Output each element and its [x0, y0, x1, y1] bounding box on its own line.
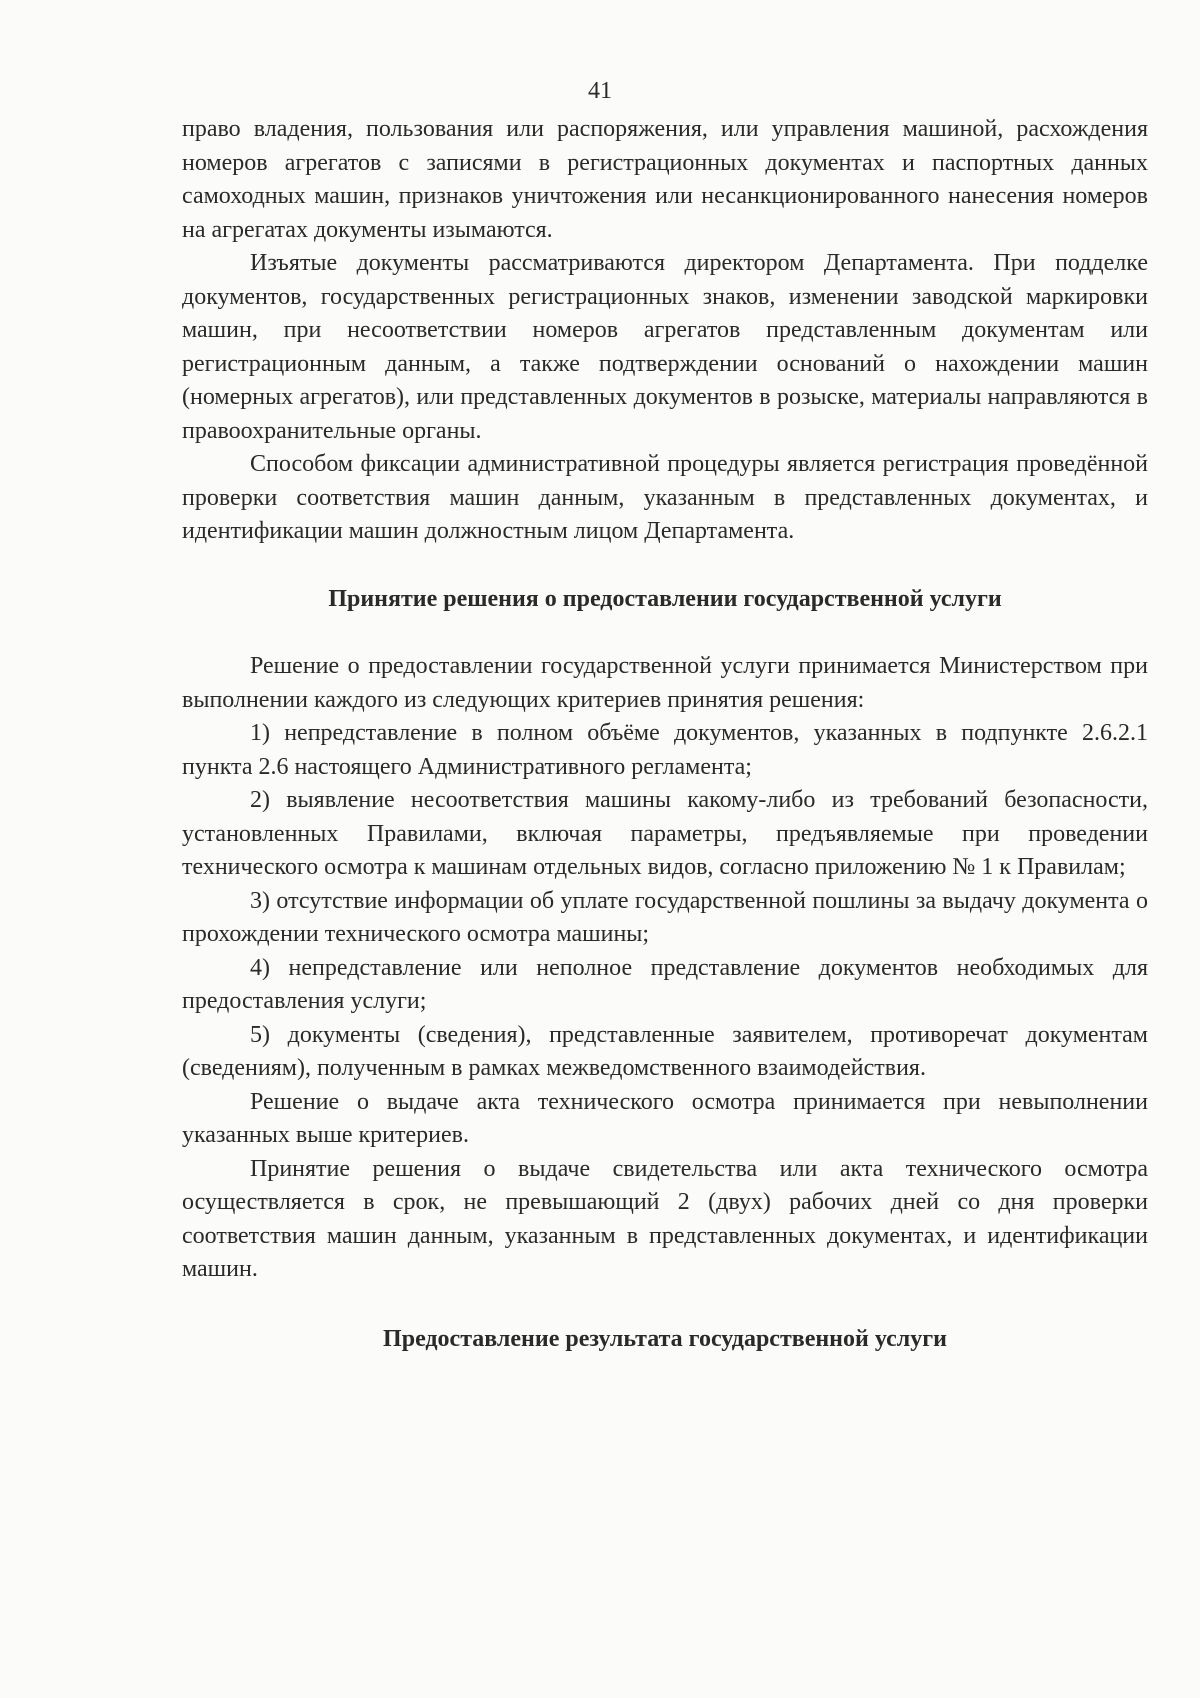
page-number: 41 [588, 78, 612, 104]
paragraph: Способом фиксации административной процедуры является регистрация проведённой проверки соответствия машин данным, указанным в представленных документах, и идентификации машин должностным лицом Департамента. [182, 451, 1148, 544]
page-content [182, 113, 1148, 1356]
paragraph: право владения, пользования или распоряжения, или управления машиной, расхождения номеров агрегатов с записями в регистрационных документах и паспортных данных самоходных машин, признаков уничтожения или несанкционированного нанесения номеров на агрегатах документы изымаются. [182, 116, 1148, 243]
list-item: 4) непредставление или неполное представление документов необходимых для предоставления услуги; [182, 954, 1148, 1014]
section-heading: Предоставление результата государственной услуги [383, 1325, 947, 1352]
paragraph: Изъятые документы рассматриваются директором Департамента. При подделке документов, государственных регистрационных знаков, изменении заводской маркировки машин, при несоответствии номеров агрегатов представленным документам или регистрационным данным, а также подтверждении оснований о нахождении машин (номерных агрегатов), или представленных документов в розыске, материалы направляются в правоохранительные органы. [182, 250, 1148, 444]
list-item: 5) документы (сведения), представленные заявителем, противоречат документам (сведениям), полученным в рамках межведомственного взаимодействия. [182, 1021, 1148, 1081]
paragraph: Решение о предоставлении государственной услуги принимается Министерством при выполнении каждого из следующих критериев принятия решения: [182, 653, 1148, 713]
paragraph: Решение о выдаче акта технического осмотра принимается при невыполнении указанных выше критериев. [182, 1088, 1148, 1148]
list-item: 2) выявление несоответствия машины какому-либо из требований безопасности, установленных Правилами, включая параметры, предъявляемые при проведении технического осмотра к машинам отдельных видов, согласно приложению № 1 к Правилам; [182, 787, 1148, 880]
list-item: 1) непредставление в полном объёме документов, указанных в подпункте 2.6.2.1 пункта 2.6 настоящего Административного регламента; [182, 720, 1148, 780]
section-heading: Принятие решения о предоставлении государственной услуги [328, 585, 1002, 612]
paragraph: Принятие решения о выдаче свидетельства или акта технического осмотра осуществляется в срок, не превышающий 2 (двух) рабочих дней со дня проверки соответствия машин данным, указанным в представленных документах, и идентификации машин. [182, 1155, 1148, 1282]
list-item: 3) отсутствие информации об уплате государственной пошлины за выдачу документа о прохождении технического осмотра машины; [182, 887, 1148, 947]
